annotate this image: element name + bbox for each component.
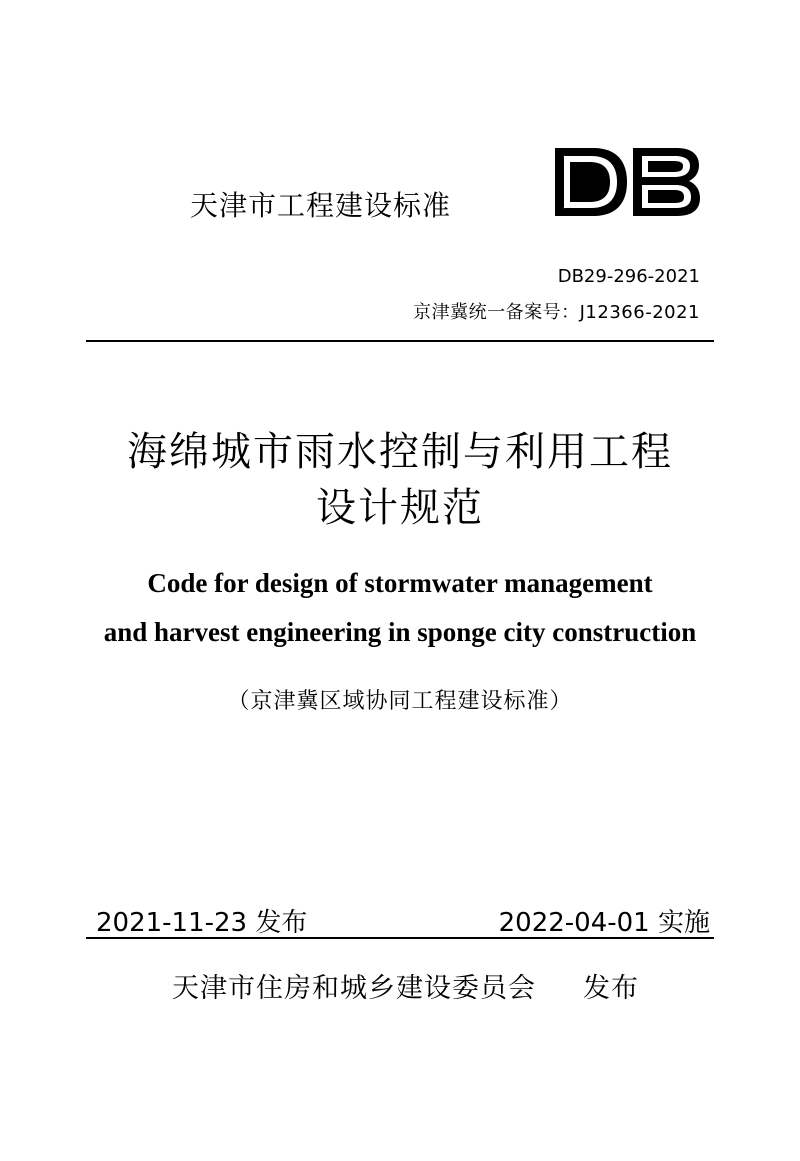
title-chinese-line-2: 设计规范	[316, 485, 484, 531]
implementation-date: 2022-04-01 实施	[498, 908, 710, 938]
standard-category-title: 天津市工程建设标准	[190, 189, 452, 222]
issue-date: 2021-11-23 发布	[96, 908, 308, 938]
publish-label: 发布	[583, 973, 639, 1004]
header-divider	[86, 340, 714, 342]
record-number: 京津冀统一备案号：J12366-2021	[413, 302, 700, 323]
subtitle: （京津冀区域协同工程建设标准）	[227, 688, 573, 713]
footer-divider	[86, 937, 714, 939]
title-english-line-2: and harvest engineering in sponge city construction	[103, 617, 697, 647]
title-chinese-line-1: 海绵城市雨水控制与利用工程	[127, 429, 673, 475]
title-english-line-1: Code for design of stormwater management	[147, 568, 653, 598]
db-logo-d-letter	[555, 148, 627, 216]
db-logo	[553, 146, 701, 218]
publisher: 天津市住房和城乡建设委员会	[172, 973, 536, 1004]
db-logo-b-letter	[633, 148, 700, 216]
standard-number: DB29-296-2021	[557, 266, 700, 287]
